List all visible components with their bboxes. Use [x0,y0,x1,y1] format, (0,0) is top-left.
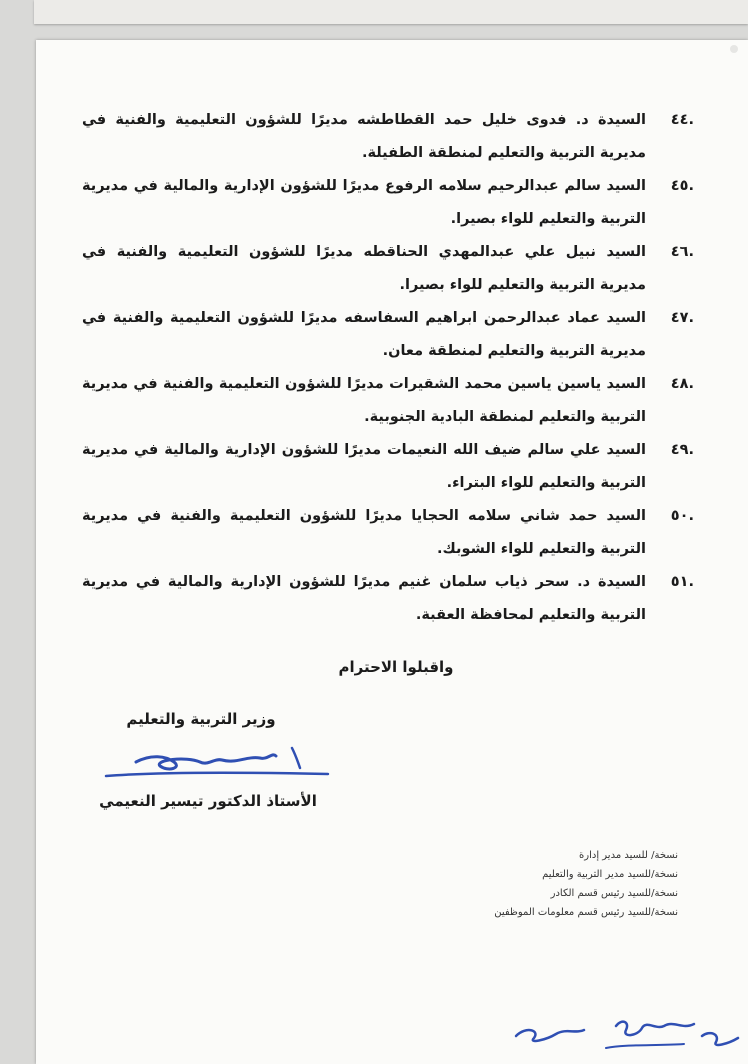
previous-page-edge [34,0,748,24]
document-page [36,40,748,1064]
page-corner-mark [730,45,738,53]
list-item [82,302,694,368]
item-text: السيد علي سالم ضيف الله النعيمات مديرًا للشؤون الإدارية والمالية في مديرية التربية والتعليم للواء البتراء. [82,442,646,491]
list-item [82,236,694,302]
item-number: .٥٠ [670,508,694,524]
minister-title: وزير التربية والتعليم [126,710,276,728]
copy-line: نسخة/للسيد مدير التربية والتعليم [542,869,678,880]
list-item [82,104,694,170]
item-number: .٤٨ [670,376,694,392]
item-number: .٤٩ [670,442,694,458]
item-number: .٤٦ [670,244,694,260]
item-text: السيد حمد شاني سلامه الحجايا مديرًا للشؤون التعليمية والفنية في مديرية التربية والتعليم للواء الشوبك. [82,508,646,557]
list-item [82,434,694,500]
closing-line: واقبلوا الاحترام [338,658,454,676]
item-text: السيد سالم عبدالرحيم سلامه الرفوع مديرًا للشؤون الإدارية والمالية في مديرية التربية والتعليم للواء بصيرا. [82,178,646,227]
list-item [82,566,694,632]
copy-line: نسخة/ للسيد مدير إدارة [579,850,678,861]
item-text: السيدة د. سحر ذياب سلمان غنيم مديرًا للشؤون الإدارية والمالية في مديرية التربية والتعليم لمحافظة العقبة. [82,574,646,623]
copies-list [416,846,678,922]
item-number: .٤٥ [670,178,694,194]
appointment-list [82,104,694,632]
item-text: السيد عماد عبدالرحمن ابراهيم السفاسفه مديرًا للشؤون التعليمية والفنية في مديرية التربية والتعليم لمنطقة معان. [82,310,646,359]
list-item [82,500,694,566]
minister-signature [96,742,336,792]
list-item [82,170,694,236]
copy-line: نسخة/للسيد رئيس قسم معلومات الموظفين [494,907,678,918]
item-number: .٤٧ [670,310,694,326]
handwritten-initials [506,1000,746,1064]
item-text: السيد نبيل علي عبدالمهدي الحناقطه مديرًا للشؤون التعليمية والفنية في مديرية التربية والتعليم للواء بصيرا. [82,244,646,293]
item-number: .٥١ [670,574,694,590]
item-text: السيدة د. فدوى خليل حمد القطاطشه مديرًا للشؤون التعليمية والفنية في مديرية التربية والتعليم لمنطقة الطفيلة. [82,112,646,161]
signatory-name: الأستاذ الدكتور تيسير النعيمي [99,792,317,810]
item-number: .٤٤ [670,112,694,128]
copy-line: نسخة/للسيد رئيس قسم الكادر [550,888,678,899]
item-text: السيد ياسين ياسين محمد الشقيرات مديرًا للشؤون التعليمية والفنية في مديرية التربية والتعليم لمنطقة البادية الجنوبية. [82,376,646,425]
list-item [82,368,694,434]
